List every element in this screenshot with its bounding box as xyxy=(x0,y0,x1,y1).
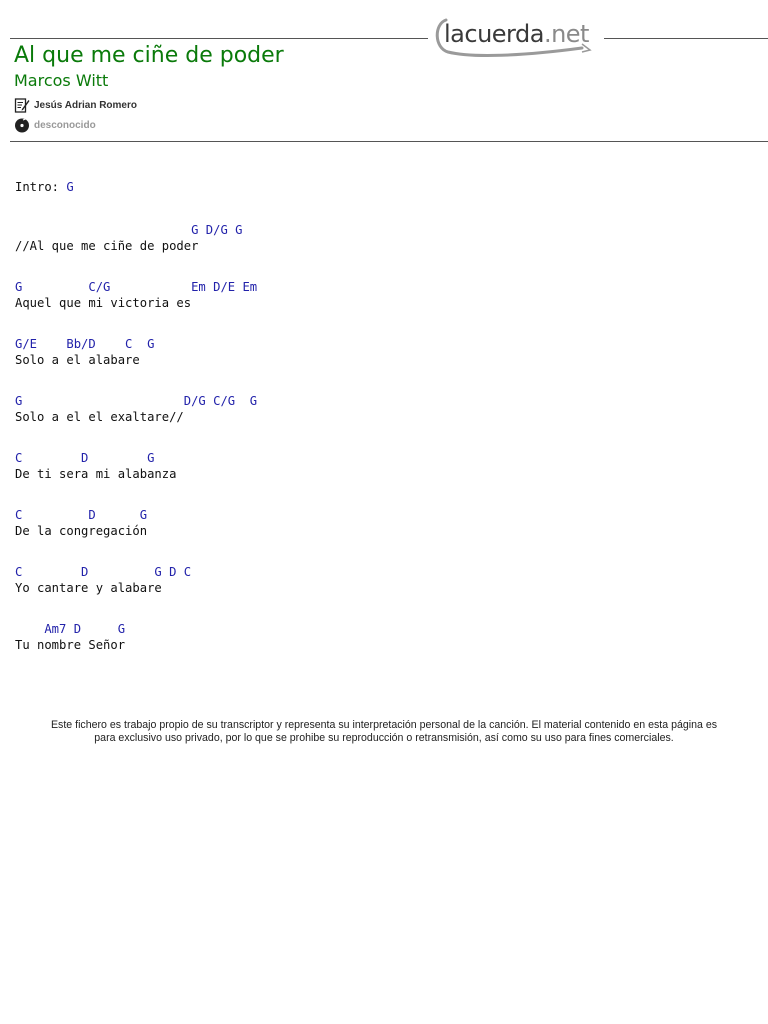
logo-main: lacuerda xyxy=(444,20,544,48)
copyright-notice xyxy=(20,719,748,745)
verse-block xyxy=(15,507,755,539)
logo-text xyxy=(444,20,589,48)
verse-list xyxy=(15,222,755,653)
lyric-line: Yo cantare y alabare xyxy=(15,581,162,595)
chord-line: G/E Bb/D C G xyxy=(15,337,155,351)
verse-block xyxy=(15,336,755,368)
verse-block xyxy=(15,621,755,653)
lyric-line: De ti sera mi alabanza xyxy=(15,467,177,481)
footer-line-2: para exclusivo uso privado, por lo que se prohibe su reproducción o retransmisión, así como su uso para fines comerciales. xyxy=(94,732,674,744)
lyric-line: //Al que me ciñe de poder xyxy=(15,239,199,253)
logo-tld: .net xyxy=(543,20,589,48)
verse-block xyxy=(15,222,755,254)
verse-block xyxy=(15,279,755,311)
header-rule-right xyxy=(604,38,768,39)
site-logo[interactable] xyxy=(432,14,602,58)
chord-line: G D/G G xyxy=(15,223,243,237)
lyric-line: De la congregación xyxy=(15,524,148,538)
chord-sheet xyxy=(15,179,755,653)
intro-chord: G xyxy=(66,180,74,194)
disc-icon xyxy=(14,117,30,133)
verse-block xyxy=(15,564,755,596)
album-row xyxy=(14,117,96,133)
verse-block xyxy=(15,450,755,482)
footer-line-1: Este fichero es trabajo propio de su transcriptor y representa su interpretación personal de la canción. El material contenido en esta página es xyxy=(50,719,718,731)
chord-line: C D G xyxy=(15,508,148,522)
chord-line: Am7 D G xyxy=(15,622,126,636)
intro-line xyxy=(15,179,755,195)
page-header xyxy=(0,0,768,142)
header-rule-bottom xyxy=(10,141,768,142)
lyric-line: Solo a el el exaltare// xyxy=(15,410,184,424)
header-rule-left xyxy=(10,38,428,39)
edit-document-icon xyxy=(14,97,30,113)
intro-label: Intro: xyxy=(15,180,67,194)
lyric-line: Aquel que mi victoria es xyxy=(15,296,192,310)
verse-block xyxy=(15,393,755,425)
author-row xyxy=(14,97,137,113)
song-title: Al que me ciñe de poder xyxy=(14,43,284,68)
author-name: Jesús Adrian Romero xyxy=(34,99,137,111)
chord-line: G D/G C/G G xyxy=(15,394,258,408)
song-artist[interactable]: Marcos Witt xyxy=(14,71,109,90)
album-name: desconocido xyxy=(34,119,96,131)
chord-line: G C/G Em D/E Em xyxy=(15,280,258,294)
chord-line: C D G xyxy=(15,451,155,465)
chord-line: C D G D C xyxy=(15,565,192,579)
lyric-line: Solo a el alabare xyxy=(15,353,140,367)
lyric-line: Tu nombre Señor xyxy=(15,638,126,652)
